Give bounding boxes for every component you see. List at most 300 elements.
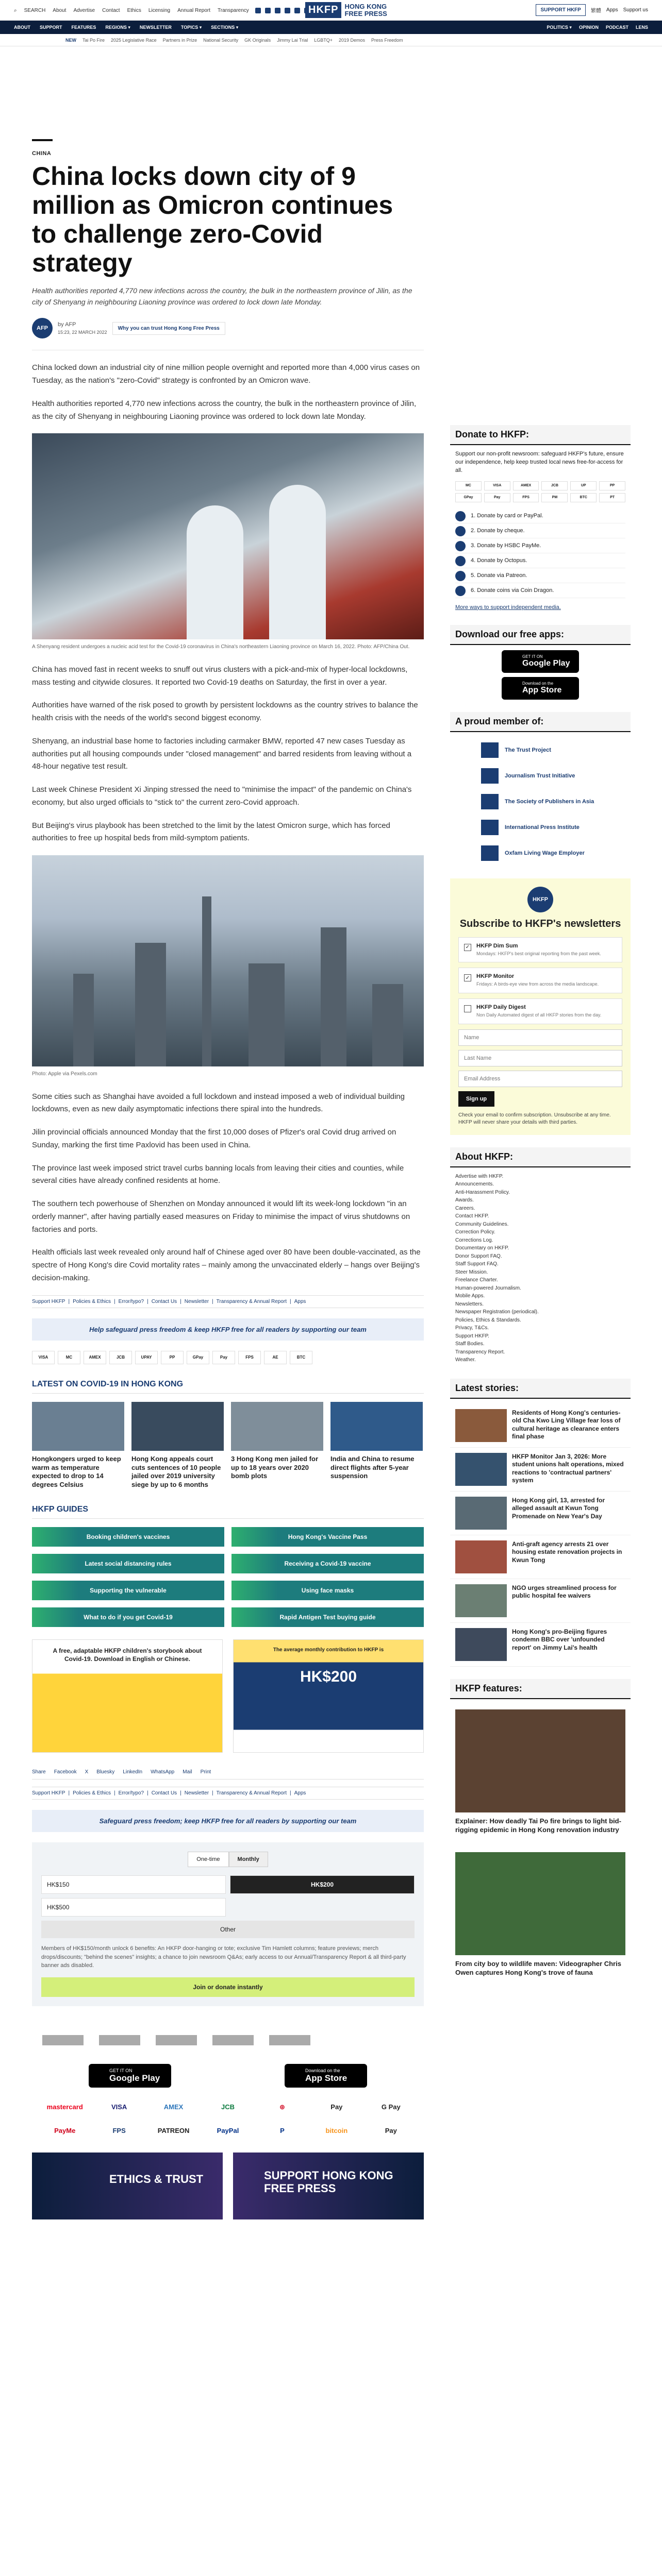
email-field[interactable]: Email Address [458,1071,622,1087]
visa-logo: VISA [32,1351,55,1364]
donate-option[interactable]: 4. Donate by Octopus. [455,553,625,568]
payment-logo: MC [455,481,482,490]
latest-covid-cards [32,1402,424,1490]
about-link[interactable]: Newsletters. [455,1301,484,1307]
footer-link[interactable]: Newsletter [184,1298,209,1304]
paragraph: Some cities such as Shanghai have avoided a full lockdown and instead imposed a web of individual building lockdowns, even as new daily asymptomatic infections there spiral into the hundreds. [32,1092,405,1114]
utility-link-ethics[interactable]: Ethics [127,7,141,13]
paypal-logo: PayPal [217,2127,239,2135]
app-store-button[interactable] [285,2064,367,2088]
about-link[interactable]: Corrections Log. [455,1237,493,1243]
story-title[interactable]: Residents of Hong Kong's centuries-old Cha Kwo Ling Village fear loss of cultural heritage as clearance enters final phase [512,1409,621,1440]
sopa-logo[interactable] [156,2035,197,2045]
member-name: The Trust Project [505,747,551,753]
payment-logo: VISA [484,481,510,490]
article-footer-links: Support HKFP | Policies & Ethics | Error/typo? | Contact Us | Newsletter | Transparency & Annual Report | Apps [32,1295,424,1308]
share-mail[interactable]: Mail [183,1769,192,1775]
search-icon[interactable]: ⌕ [14,7,17,13]
footer-link[interactable]: Contact Us [151,1298,177,1304]
store-small: GET IT ON [109,2067,133,2073]
guide-button[interactable]: Receiving a Covid-19 vaccine [231,1554,424,1573]
contribution-amount: HK$200 [300,1668,357,1686]
payment-logo: GPay [455,493,482,502]
support-banner[interactable]: Help safeguard press freedom & keep HKFP free for all readers by supporting our team [32,1318,424,1341]
store-name: App Store [522,686,562,695]
story-card[interactable] [32,1402,124,1490]
newsletter-desc: Non Daily Automated digest of all HKFP stories from the day. [476,1012,602,1018]
footer-link[interactable]: Contact Us [151,1790,177,1797]
utility-link-transparency[interactable]: Transparency [218,7,249,13]
feature-card[interactable] [450,1847,631,1990]
story-title[interactable]: Hong Kong's pro-Beijing figures condemn BBC over 'unfounded report' on Jimmy Lai's health [512,1628,607,1651]
jti-logo[interactable] [99,2035,140,2045]
byline [32,318,424,338]
trust-project-icon [481,742,499,758]
newsletter-desc: Mondays: HKFP's best original reporting from the past week. [476,951,601,956]
paypal-logo: PP [161,1351,184,1364]
footer-link[interactable]: Apps [294,1298,306,1304]
promo-banners [32,1639,424,1753]
about-link[interactable]: Donor Support FAQ. [455,1253,502,1259]
fps-logo: FPS [238,1351,261,1364]
about-link[interactable]: Advertise with HKFP. [455,1173,504,1179]
about-link[interactable]: Support HKFP. [455,1333,489,1339]
store-small: GET IT ON [522,654,543,659]
mastercard-logo: MC [58,1351,80,1364]
nav-about[interactable]: ABOUT [14,25,30,30]
unionpay-logo: UPAY [135,1351,158,1364]
gpay-logo: GPay [187,1351,209,1364]
support-banner[interactable]: Safeguard press freedom; keep HKFP free for all readers by supporting our team [32,1810,424,1832]
amount-other[interactable]: Other [41,1921,415,1938]
utility-nav [14,8,249,13]
guide-button[interactable]: Booking children's vaccines [32,1527,224,1547]
ethics-banner-text: ETHICS & TRUST [109,2172,204,2185]
newsletter-option[interactable] [458,968,622,993]
about-link[interactable]: Steer Mission. [455,1269,488,1275]
ae-logo: AE [264,1351,287,1364]
about-link[interactable]: Community Guidelines. [455,1221,509,1227]
footer-link[interactable]: Policies & Ethics [73,1298,111,1304]
latest-stories-heading: Latest stories: [450,1379,631,1399]
search-link[interactable]: SEARCH [24,7,46,13]
footer-link[interactable]: Support HKFP [32,1298,65,1304]
member-sopa[interactable] [450,789,631,815]
story-title[interactable]: Anti-graft agency arrests 21 over housing estate renovation projects in Kwun Tong [512,1540,622,1564]
trending-link[interactable]: National Security [203,38,239,43]
photo-figure [187,505,243,639]
google-play-button[interactable] [502,650,579,673]
utility-link-licensing[interactable]: Licensing [148,7,171,13]
about-link[interactable]: Transparency Report. [455,1349,505,1355]
story-card[interactable] [330,1402,423,1490]
utility-link-advertise[interactable]: Advertise [73,7,95,13]
payment-logo: PT [599,493,625,502]
member-name: Journalism Trust Initiative [505,772,575,779]
about-link[interactable]: Announcements. [455,1181,494,1188]
story-title[interactable]: NGO urges streamlined process for public hospital fee waivers [512,1584,617,1600]
sidebar [450,425,631,1990]
share-bar [32,1765,424,1780]
story-card[interactable] [131,1402,224,1490]
about-link[interactable]: Newspaper Registration (periodical). [455,1309,539,1315]
payment-logo: PM [541,493,568,502]
footer-link[interactable]: Error/typo? [118,1298,144,1304]
trending-link[interactable]: Tai Po Fire [82,38,105,43]
about-links [450,1173,631,1364]
google-play-button[interactable] [89,2064,171,2088]
story-thumbnail [455,1453,507,1486]
member-benefits: Members of HK$150/month unlock 6 benefits: An HKFP door-hanging or tote; exclusive Tim Hamlett columns; feature previews; merch drops/discounts; "behind the scenes" insights; a chance to join newsroom Q&As; early access to our Annual/Transparency Report & all third-party banner ads disabled. [41,1945,406,1969]
paragraph: Jilin provincial officials announced Monday that the first 10,000 doses of Pfizer's oral Covid drug arrived on Sunday, marking the first time Paxlovid has been used in China. [32,1128,396,1149]
checkbox-checked[interactable]: ✓ [464,974,471,981]
payment-logo: JCB [541,481,568,490]
trending-link[interactable]: 2025 Legislative Race [111,38,157,43]
store-name: Google Play [109,2073,160,2083]
nav-support[interactable]: SUPPORT [40,25,62,30]
youtube-icon[interactable] [294,8,300,13]
newsletter-logo: HKFP [527,887,553,912]
newsletter-name: HKFP Daily Digest [476,1004,526,1010]
author-name[interactable]: by AFP [58,321,76,328]
newsletter-name: HKFP Monitor [476,973,515,980]
nav-podcast[interactable]: PODCAST [605,24,628,30]
paragraph: The southern tech powerhouse of Shenzhen on Monday announced it would lift its week-long lockdown "in an orderly manner", after having partially eased measures on Friday to minimise the impact of virus shutdowns on factories and ports. [32,1199,410,1234]
story-thumbnail [455,1628,507,1661]
card-title[interactable]: Hongkongers urged to keep warm as temperature expected to drop to 14 degrees Celsius [32,1454,121,1489]
ipi-icon [481,820,499,835]
story-thumbnail [455,1497,507,1530]
nav-politics[interactable]: POLITICS ▾ [547,24,572,30]
ipi-logo[interactable] [212,2035,254,2045]
amex-logo: AMEX [163,2103,184,2111]
share-facebook[interactable]: Facebook [54,1769,77,1775]
donate-option[interactable]: 1. Donate by card or PayPal. [455,509,625,523]
paragraph: But Beijing's virus playbook has been stretched to the limit by the latest Omicron surge, which has forced authorities to free up hospital beds from mild-symptom patients. [32,821,390,843]
oxfam-logo[interactable] [269,2035,310,2045]
about-link[interactable]: Awards. [455,1197,474,1204]
about-link[interactable]: Careers. [455,1205,475,1211]
card-image [32,1402,124,1451]
feature-card[interactable] [450,1704,631,1847]
main-nav-right [547,25,648,30]
about-link[interactable]: Human-powered Journalism. [455,1285,521,1291]
join-button[interactable]: Join or donate instantly [41,1977,415,1997]
applepay-logo: Pay [330,2103,343,2111]
latest-story[interactable] [450,1623,631,1667]
bitcoin-logo: BTC [290,1351,312,1364]
feature-title[interactable]: From city boy to wildlife maven: Videographer Chris Owen captures Hong Kong's trove of fauna [455,1959,621,1977]
nav-sections[interactable]: SECTIONS ▾ [211,24,239,30]
photo-building [321,927,346,1066]
payment-logo: PP [599,481,625,490]
trending-link[interactable]: GK Originals [244,38,271,43]
category-kicker[interactable]: CHINA [32,150,52,157]
logo-line-1: HONG KONG [344,2,387,10]
photo-building [372,984,403,1066]
guide-button[interactable]: Rapid Antigen Test buying guide [231,1607,424,1627]
about-link[interactable]: Freelance Charter. [455,1277,498,1283]
photo-figure [269,485,326,639]
trending-link[interactable]: Press Freedom [371,38,403,43]
ethics-banner[interactable] [32,2153,223,2219]
tab-one-time[interactable]: One-time [188,1852,228,1867]
trending-link[interactable]: LGBTQ+ [314,38,333,43]
newsletter-heading: Subscribe to HKFP's newsletters [459,918,621,929]
about-link[interactable]: Correction Policy. [455,1229,495,1235]
unionpay-logo: ⊕ [279,2103,285,2111]
mastercard-logo: mastercard [46,2103,83,2111]
story-title[interactable]: HKFP Monitor Jan 3, 2026: More student unions halt operations, mixed reactions to 'contractual partners' system [512,1452,624,1484]
card-image [231,1402,323,1451]
utility-link-about[interactable]: About [53,7,67,13]
latest-story[interactable] [450,1492,631,1535]
nav-lens[interactable]: LENS [635,24,648,30]
about-link[interactable]: Privacy, T&Cs. [455,1325,489,1331]
trust-project-logo[interactable] [42,2035,84,2045]
payme-logo: PayMe [54,2127,76,2135]
paypal-p-logo: P [280,2127,285,2135]
facebook-icon[interactable] [255,8,261,13]
bitcoin-logo: bitcoin [325,2127,348,2135]
about-link[interactable]: Policies, Ethics & Standards. [455,1317,521,1323]
article-title: China locks down city of 9 million as Omicron continues to challenge zero-Covid strategy [32,162,393,277]
card-title[interactable]: Hong Kong appeals court cuts sentences of 10 people jailed over 2019 university siege by up to 6 months [131,1454,221,1489]
top-right [536,4,648,16]
newsletter-desc: Fridays: A birds-eye view from across the media landscape. [476,981,599,987]
about-link[interactable]: Anti-Harassment Policy. [455,1189,510,1195]
newsletter-option[interactable] [458,998,622,1024]
author-avatar[interactable]: AFP [32,318,53,338]
card-image [131,1402,224,1451]
newsletter-option[interactable] [458,937,622,963]
byline-text [58,321,107,335]
card-title[interactable]: 3 Hong Kong men jailed for up to 18 years over 2020 bomb plots [231,1454,319,1480]
payment-logo: AMEX [513,481,539,490]
support-hkfp-button[interactable]: SUPPORT HKFP [536,4,585,16]
member-oxfam[interactable] [450,840,631,866]
nav-regions[interactable]: REGIONS ▾ [105,24,130,30]
feature-image [455,1709,625,1812]
share-print[interactable]: Print [200,1769,211,1775]
trending-nav [0,34,662,46]
payment-grid [32,2100,424,2138]
sign-up-button[interactable]: Sign up [458,1091,494,1107]
utility-link-contact[interactable]: Contact [102,7,120,13]
trust-link[interactable]: Why you can trust Hong Kong Free Press [112,322,225,335]
newsletter-note: Check your email to confirm subscription. Unsubscribe at any time. HKFP will never share your details with third parties. [458,1112,611,1126]
share-linkedin[interactable]: LinkedIn [123,1769,143,1775]
fps-logo: FPS [112,2127,126,2135]
more-ways-link[interactable]: More ways to support independent media. [455,604,561,611]
footer-link[interactable]: Transparency & Annual Report [216,1790,287,1797]
footer-link[interactable]: Support HKFP [32,1790,65,1797]
share-bluesky[interactable]: Bluesky [96,1769,115,1775]
oxfam-icon [481,845,499,861]
name-field[interactable]: Name [458,1029,622,1046]
story-thumbnail [455,1584,507,1617]
payment-logos [32,1351,424,1364]
about-link[interactable]: Mobile Apps. [455,1293,485,1299]
paragraph: Shenyang, an industrial base home to factories including carmaker BMW, reported 47 new cases Tuesday as authorities put all housing compounds under "closed management" and barred residents from leaving without a 48-hour negative test result. [32,736,412,771]
apps-link[interactable]: Apps [606,7,618,13]
trending-link[interactable]: Partners in Prize [162,38,197,43]
new-label: NEW [65,38,76,43]
donate-widget [32,1842,424,2006]
newsletter-signup [450,878,631,1135]
proud-member-heading: A proud member of: [450,712,631,732]
guide-button[interactable]: Supporting the vulnerable [32,1581,224,1600]
applepay-logo: Pay [212,1351,235,1364]
paragraph: Health authorities reported 4,770 new infections across the country, the bulk in the northeastern province of Jilin, as the city of Shenyang in neighbouring Liaoning province was ordered to lock down late Monday. [32,399,417,421]
footer-link[interactable]: Newsletter [184,1790,209,1797]
member-ipi[interactable] [450,815,631,840]
story-card[interactable] [231,1402,323,1490]
article [32,139,424,2219]
instagram-icon[interactable] [275,8,280,13]
payment-logo: Pay [484,493,510,502]
member-trust-project[interactable] [450,737,631,763]
logo-text [344,3,387,17]
footer-link[interactable]: Policies & Ethics [73,1790,111,1797]
share-whatsapp[interactable]: WhatsApp [151,1769,175,1775]
photo-caption: A Shenyang resident undergoes a nucleic acid test for the Covid-19 coronavirus in China's northeastern Liaoning province on March 16, 2022. Photo: AFP/China Out. [32,644,410,650]
guide-button[interactable]: Latest social distancing rules [32,1554,224,1573]
paragraph: Health officials last week revealed only around half of Chinese aged over 80 have been double-vaccinated, as the spectre of Hong Kong's dire Covid mortality rates – mainly among the unvaccinated elderly – hangs over Beijing's decision-making. [32,1248,421,1282]
donate-option[interactable]: 6. Donate coins via Coin Dragon. [455,583,625,598]
patreon-logo: PATREON [157,2127,190,2135]
photo-building [73,974,94,1066]
newsletter-name: HKFP Dim Sum [476,942,518,949]
paragraph: Authorities have warned of the risk posed to growth by persistent lockdowns as the country strives to balance the health crisis with the needs of the world's second biggest economy. [32,701,418,723]
latest-story[interactable] [450,1448,631,1492]
latest-story[interactable] [450,1535,631,1579]
support-us-link[interactable]: Support us [623,7,648,13]
about-link[interactable]: Staff Support FAQ. [455,1261,499,1267]
payment-logo: UP [570,481,597,490]
support-hkfp-banner[interactable] [233,2153,424,2219]
about-heading: About HKFP: [450,1147,631,1167]
member-logos-footer [32,2027,424,2054]
utility-link-annual-report[interactable]: Annual Report [177,7,211,13]
amount-option[interactable]: HK$500 [41,1898,226,1917]
donate-heading: Donate to HKFP: [450,425,631,445]
donate-intro[interactable]: Support our non-profit newsroom: safeguard HKFP's future, ensure our independence, help keep trusted local news free-for-access for all. [455,451,624,473]
jcb-logo: JCB [221,2103,235,2111]
nav-newsletter[interactable]: NEWSLETTER [139,25,172,30]
article-photo-testing[interactable] [32,433,424,639]
article-footer-links: Support HKFP | Policies & Ethics | Error/typo? | Contact Us | Newsletter | Transparency & Annual Report | Apps [32,1787,424,1800]
latest-story[interactable] [450,1404,631,1448]
chinese-link[interactable]: 繁體 [590,8,601,14]
payment-logo: BTC [570,493,597,502]
story-thumbnail [455,1540,507,1573]
latest-story[interactable] [450,1579,631,1623]
checkbox[interactable] [464,1005,471,1012]
about-link[interactable]: Weather. [455,1357,476,1363]
sidebar-payment-logos [450,481,631,502]
donate-option[interactable]: 3. Donate by HSBC PayMe. [455,538,625,553]
photo-building [135,943,166,1066]
paragraph: Last week Chinese President Xi Jinping stressed the need to "minimise the impact" of the pandemic on China's economy, but also urged officials to "stick to" the current zero-Covid approach. [32,785,412,807]
guide-button[interactable]: Using face masks [231,1581,424,1600]
visa-logo: VISA [111,2103,127,2111]
latest-covid-heading: LATEST ON COVID-19 IN HONG KONG [32,1380,424,1394]
trending-link[interactable]: Jimmy Lai Trial [277,38,308,43]
threads-icon[interactable] [285,8,290,13]
amount-option-selected[interactable]: HK$200 [230,1875,415,1894]
nav-features[interactable]: FEATURES [71,25,96,30]
store-name: Google Play [522,659,570,668]
story-title[interactable]: Hong Kong girl, 13, arrested for alleged assault at Kwun Tong Promenade on New Year's Day [512,1496,605,1520]
about-link[interactable]: Staff Bodies. [455,1341,485,1347]
about-link[interactable]: Contact HKFP. [455,1213,489,1219]
gpay-logo: G Pay [381,2103,401,2111]
paragraph: China locked down an industrial city of nine million people overnight and reported more than 4,000 virus cases on Tuesday, as the nation's "zero-Covid" strategy is confronted by an Omicron wave. [32,363,420,385]
store-name: App Store [305,2073,347,2083]
logo-mark: HKFP [305,2,341,18]
photo-caption: Photo: Apple via Pexels.com [32,1071,97,1077]
member-name: International Press Institute [505,824,580,831]
site-logo[interactable] [305,2,387,18]
footer-link[interactable]: Transparency & Annual Report [216,1298,287,1304]
store-buttons [32,2064,424,2088]
about-link[interactable]: Documentary on HKFP. [455,1245,509,1251]
feature-image [455,1852,625,1955]
card-image [330,1402,423,1451]
jcb-logo: JCB [109,1351,132,1364]
footer-link[interactable]: Error/typo? [118,1790,144,1797]
contribution-promo[interactable] [233,1639,424,1753]
feature-title[interactable]: Explainer: How deadly Tai Po fire brings to light bid-rigging epidemic in Hong Kong renovation industry [455,1817,621,1834]
guide-button[interactable]: Hong Kong's Vaccine Pass [231,1527,424,1547]
member-jti[interactable] [450,763,631,789]
donate-option[interactable]: 5. Donate via Patreon. [455,568,625,583]
tab-monthly[interactable]: Monthly [229,1852,268,1867]
last-name-field[interactable]: Last Name [458,1050,622,1066]
jti-icon [481,768,499,784]
top-bar [0,0,662,21]
member-name: The Society of Publishers in Asia [505,798,594,805]
kicker-rule [32,139,53,141]
frequency-tabs [41,1852,415,1867]
amount-options [41,1875,415,1938]
applepay-logo: Pay [385,2127,397,2135]
donate-option[interactable]: 2. Donate by cheque. [455,523,625,538]
member-name: Oxfam Living Wage Employer [505,850,585,856]
footer-link[interactable]: Apps [294,1790,306,1797]
guide-button[interactable]: What to do if you get Covid-19 [32,1607,224,1627]
trending-link[interactable]: 2019 Demos [338,38,365,43]
storybook-promo[interactable] [32,1639,223,1753]
guides-grid [32,1527,424,1627]
amex-logo: AMEX [84,1351,106,1364]
photo-building [202,896,211,1066]
nav-opinion[interactable]: OPINION [578,24,599,30]
publish-date: 15:23, 22 MARCH 2022 [58,330,107,335]
checkbox-checked[interactable]: ✓ [464,944,471,951]
app-store-button[interactable] [502,677,579,700]
logo-line-2: FREE PRESS [344,9,387,18]
paragraph: China has moved fast in recent weeks to snuff out virus clusters with a pick-and-mix of hyper-local lockdowns, mass testing and citywide closures. It reported two Covid-19 deaths on Saturday, the first in over a year. [32,665,408,687]
paragraph: The province last week imposed strict travel curbs banning locals from leaving their cities and counties, while several cities have already confined residents at home. [32,1163,404,1185]
amount-option[interactable]: HK$150 [41,1875,226,1894]
nav-topics[interactable]: TOPICS ▾ [180,24,202,30]
article-photo-skyline[interactable] [32,855,424,1066]
x-icon[interactable] [265,8,271,13]
card-title[interactable]: India and China to resume direct flights after 5-year suspension [330,1454,415,1480]
share-x[interactable]: X [85,1769,89,1775]
